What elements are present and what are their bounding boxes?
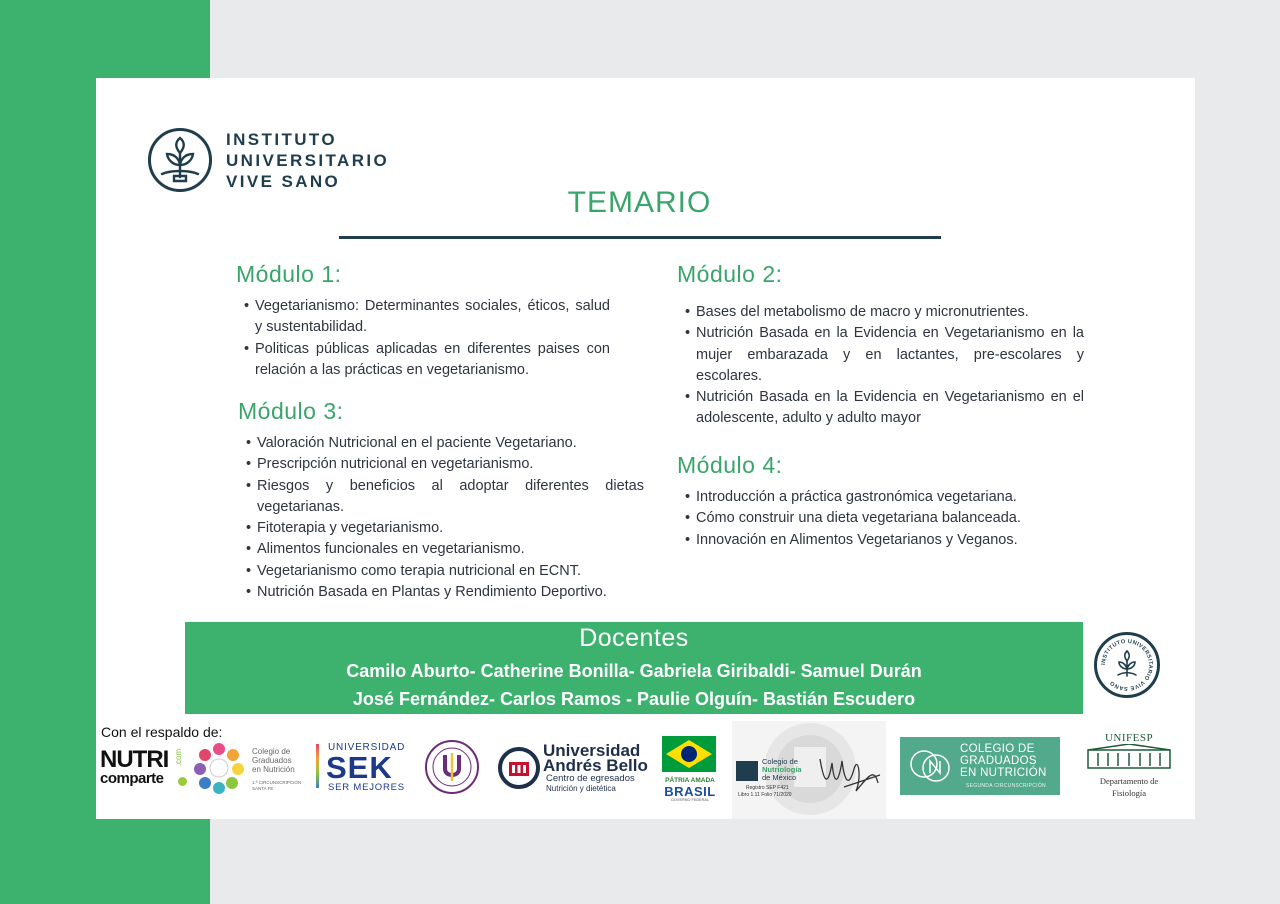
- colegio-graduados-santa-fe-logo: [190, 739, 314, 799]
- module-2-items: [677, 302, 1084, 430]
- cnm-registro: Registro SEP F421: [746, 785, 789, 791]
- unab-line-4: Nutrición y dietética: [546, 784, 616, 793]
- module-2-title: Módulo 2:: [677, 261, 783, 287]
- cgsf-text: [252, 747, 295, 774]
- module-4: [677, 452, 1084, 551]
- module-1-title: Módulo 1:: [236, 261, 342, 287]
- unifesp-line-2: Fisiología: [1111, 788, 1146, 798]
- institute-seal-icon: [1094, 632, 1160, 698]
- unifesp-building-icon: [1084, 744, 1174, 770]
- list-item: • Valoración Nutricional en el paciente Vegetariano.: [238, 433, 644, 454]
- nutri-text: NUTRI: [100, 746, 169, 773]
- list-item: • Politicas públicas aplicadas en diferentes paises con relación a las prácticas en vegetarianismo.: [236, 339, 610, 382]
- module-1: [236, 261, 610, 381]
- syllabus-card: [96, 78, 1195, 819]
- list-item: • Vegetarianismo como terapia nutricional en ECNT.: [238, 561, 644, 582]
- module-4-title: Módulo 4:: [677, 452, 783, 478]
- signature-icon: [814, 747, 884, 801]
- list-item: • Nutrición Basada en la Evidencia en Vegetarianismo en la mujer embarazada y en lactantes, pre-escolares y escolares.: [677, 323, 1084, 387]
- cgn-text: [960, 743, 1047, 779]
- list-item: • Vegetarianismo: Determinantes sociales, éticos, salud y sustentabilidad.: [236, 296, 610, 339]
- flower-icon: [190, 739, 248, 797]
- brasil-government-logo: [662, 736, 718, 800]
- sek-name: SEK: [326, 750, 393, 785]
- brazil-flag-icon: [662, 736, 716, 772]
- dot-com-text: .com: [174, 748, 184, 767]
- institute-name-line2: UNIVERSITARIO: [226, 150, 390, 170]
- cgn-line-1: COLEGIO DE: [960, 743, 1035, 755]
- cgn-line-2: GRADUADOS: [960, 755, 1037, 767]
- docentes-banner: [185, 622, 1083, 714]
- cnm-line-1: Colegio de: [762, 757, 798, 766]
- sek-slogan: SER MEJORES: [328, 782, 405, 793]
- page-title: TEMARIO: [567, 186, 712, 219]
- sek-universidad-text: UNIVERSIDAD: [328, 742, 406, 753]
- list-item: • Prescripción nutricional en vegetarianismo.: [238, 454, 644, 475]
- cgn-monogram-icon: [908, 744, 952, 788]
- module-2: [677, 261, 1084, 430]
- list-item: • Nutrición Basada en la Evidencia en Vegetarianismo en el adolescente, adulto y adulto mayor: [677, 387, 1084, 430]
- seal-text: INSTITUTO UNIVERSITARIO VIVE SANO: [1100, 638, 1154, 692]
- cnm-libro: Libro 1.11 Folio 71/2020: [738, 792, 792, 798]
- green-dot-icon: [178, 777, 187, 786]
- institute-name: [226, 129, 389, 192]
- institute-name-line3: VIVE SANO: [226, 171, 341, 191]
- list-item: • Fitoterapia y vegetarianismo.: [238, 518, 644, 539]
- docentes-title: Docentes: [579, 624, 689, 652]
- sprout-logo-icon: [148, 128, 212, 192]
- comparte-text: comparte: [100, 770, 164, 787]
- cgsf-line-2: Graduados: [252, 756, 292, 765]
- unab-line-1: Universidad: [543, 741, 641, 760]
- docentes-line-1: Camilo Aburto- Catherine Bonilla- Gabriela Giribaldi- Samuel Durán: [346, 661, 922, 681]
- list-item: • Nutrición Basada en Plantas y Rendimiento Deportivo.: [238, 582, 644, 603]
- brasil-line-1: PÁTRIA AMADA: [665, 777, 715, 784]
- universidad-sek-logo: [316, 742, 416, 792]
- respaldo-label: Con el respaldo de:: [101, 724, 223, 740]
- institute-logo: [148, 128, 389, 192]
- unab-line-3: Centro de egresados: [546, 773, 635, 784]
- colegio-graduados-nutricion-logo: [900, 737, 1060, 795]
- cgsf-subtitle: 1.ª CIRCUNSCRIPCIÓN SANTA FE: [252, 780, 302, 791]
- universidad-andres-bello-logo: [498, 742, 654, 794]
- cnm-emblem-icon: [736, 761, 758, 781]
- module-3-items: [238, 433, 644, 603]
- docentes-line-2: José Fernández- Carlos Ramos - Paulie Olguín- Bastián Escudero: [352, 689, 916, 709]
- module-4-items: [677, 487, 1084, 551]
- unifesp-logo: [1084, 732, 1174, 798]
- cgsf-line-3: en Nutrición: [252, 765, 295, 774]
- module-3-title: Módulo 3:: [238, 398, 344, 424]
- module-1-items: [236, 296, 610, 381]
- title-underline: [339, 236, 941, 239]
- module-3: [238, 398, 644, 603]
- cgn-line-3: EN NUTRICIÓN: [960, 767, 1047, 779]
- list-item: • Riesgos y beneficios al adoptar diferentes dietas vegetarianas.: [238, 476, 644, 519]
- unifesp-name: UNIFESP: [1104, 732, 1154, 744]
- colegio-nutriologia-mexico-logo: [732, 721, 886, 819]
- cnm-line-2: Nutriología: [762, 765, 802, 774]
- institute-name-line1: INSTITUTO: [226, 129, 338, 149]
- nutricomparte-logo: [100, 746, 188, 793]
- list-item: • Bases del metabolismo de macro y micronutrientes.: [677, 302, 1084, 323]
- purple-university-seal-icon: [424, 739, 480, 795]
- unab-shield-icon: [498, 746, 540, 790]
- list-item: • Cómo construir una dieta vegetariana balanceada.: [677, 508, 1084, 529]
- unifesp-line-1: Departamento de: [1099, 776, 1159, 786]
- sek-color-bar: [316, 744, 319, 788]
- cnm-text: [762, 758, 802, 782]
- list-item: • Introducción a práctica gastronómica vegetariana.: [677, 487, 1084, 508]
- brasil-line-2: BRASIL: [664, 784, 716, 799]
- cnm-line-3: de México: [762, 773, 797, 782]
- list-item: • Innovación en Alimentos Vegetarianos y Veganos.: [677, 530, 1084, 551]
- list-item: • Alimentos funcionales en vegetarianismo.: [238, 539, 644, 560]
- unab-line-2: Andrés Bello: [543, 756, 648, 775]
- brasil-line-3: GOVERNO FEDERAL: [671, 798, 709, 802]
- cgn-subtitle: SEGUNDA CIRCUNSCRIPCIÓN: [966, 783, 1046, 789]
- cgsf-line-1: Colegio de: [252, 747, 291, 756]
